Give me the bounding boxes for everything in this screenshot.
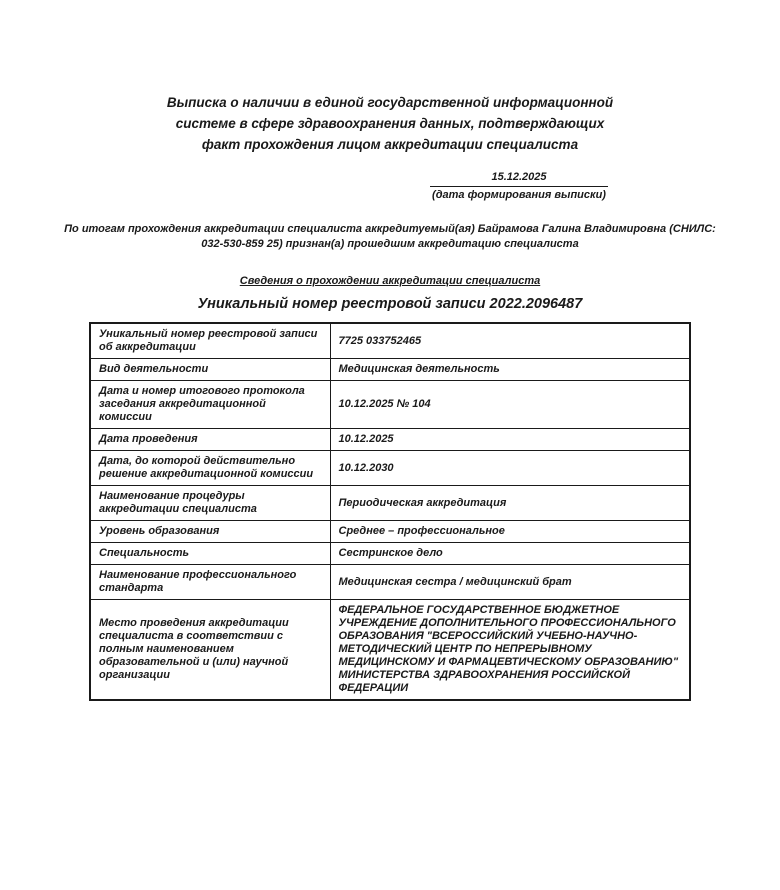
accreditation-table (89, 322, 691, 701)
table-row (90, 359, 690, 381)
formation-date-value: 15.12.2025 (430, 171, 608, 187)
row-value: Сестринское дело (330, 543, 690, 565)
document-title: Выписка о наличии в единой государственной информационной системе в сфере здравоохранения данных, подтверждающих факт прохождения лицом аккредитации специалиста (166, 95, 614, 152)
row-label: Уникальный номер реестровой записи об аккредитации (90, 323, 330, 359)
formation-date-caption: (дата формирования выписки) (432, 189, 606, 201)
table-row (90, 381, 690, 429)
row-label: Место проведения аккредитации специалиста в соответствии с полным наименованием образовательной и (или) научной организации (90, 600, 330, 701)
row-value: Медицинская сестра / медицинский брат (330, 565, 690, 600)
row-label: Специальность (90, 543, 330, 565)
row-value: ФЕДЕРАЛЬНОЕ ГОСУДАРСТВЕННОЕ БЮДЖЕТНОЕ УЧРЕЖДЕНИЕ ДОПОЛНИТЕЛЬНОГО ПРОФЕССИОНАЛЬНОГО ОБРАЗОВАНИЯ "ВСЕРОССИЙСКИЙ УЧЕБНО-НАУЧНО-МЕТОДИЧЕСКИЙ ЦЕНТР ПО НЕПРЕРЫВНОМУ МЕДИЦИНСКОМУ И ФАРМАЦЕВТИЧЕСКОМУ ОБРАЗОВАНИЮ" МИНИСТЕРСТВА ЗДРАВООХРАНЕНИЯ РОССИЙСКОЙ ФЕДЕРАЦИИ (330, 600, 690, 701)
row-label: Наименование профессионального стандарта (90, 565, 330, 600)
registry-record-heading: Уникальный номер реестровой записи 2022.2096487 (197, 296, 583, 312)
row-value: 10.12.2025 (330, 429, 690, 451)
row-label: Уровень образования (90, 521, 330, 543)
table-row (90, 543, 690, 565)
row-label: Дата проведения (90, 429, 330, 451)
section-heading: Сведения о прохождении аккредитации специалиста (239, 275, 541, 287)
formation-date-block (430, 171, 608, 202)
row-label: Наименование процедуры аккредитации специалиста (90, 486, 330, 521)
row-label: Дата и номер итогового протокола заседания аккредитационной комиссии (90, 381, 330, 429)
table-row (90, 486, 690, 521)
row-label: Вид деятельности (90, 359, 330, 381)
table-row (90, 600, 690, 701)
row-label: Дата, до которой действительно решение аккредитационной комиссии (90, 451, 330, 486)
table-row (90, 565, 690, 600)
accreditation-table-body (90, 323, 690, 700)
row-value: Среднее – профессиональное (330, 521, 690, 543)
row-value: 10.12.2025 № 104 (330, 381, 690, 429)
table-row (90, 521, 690, 543)
table-row (90, 323, 690, 359)
row-value: Периодическая аккредитация (330, 486, 690, 521)
row-value: 10.12.2030 (330, 451, 690, 486)
row-value: Медицинская деятельность (330, 359, 690, 381)
table-row (90, 429, 690, 451)
row-value: 7725 033752465 (330, 323, 690, 359)
table-row (90, 451, 690, 486)
intro-paragraph: По итогам прохождения аккредитации специалиста аккредитуемый(ая) Байрамова Галина Владимировна (СНИЛС: 032-530-859 25) признан(а) прошедшим аккредитацию специалиста (64, 223, 716, 250)
